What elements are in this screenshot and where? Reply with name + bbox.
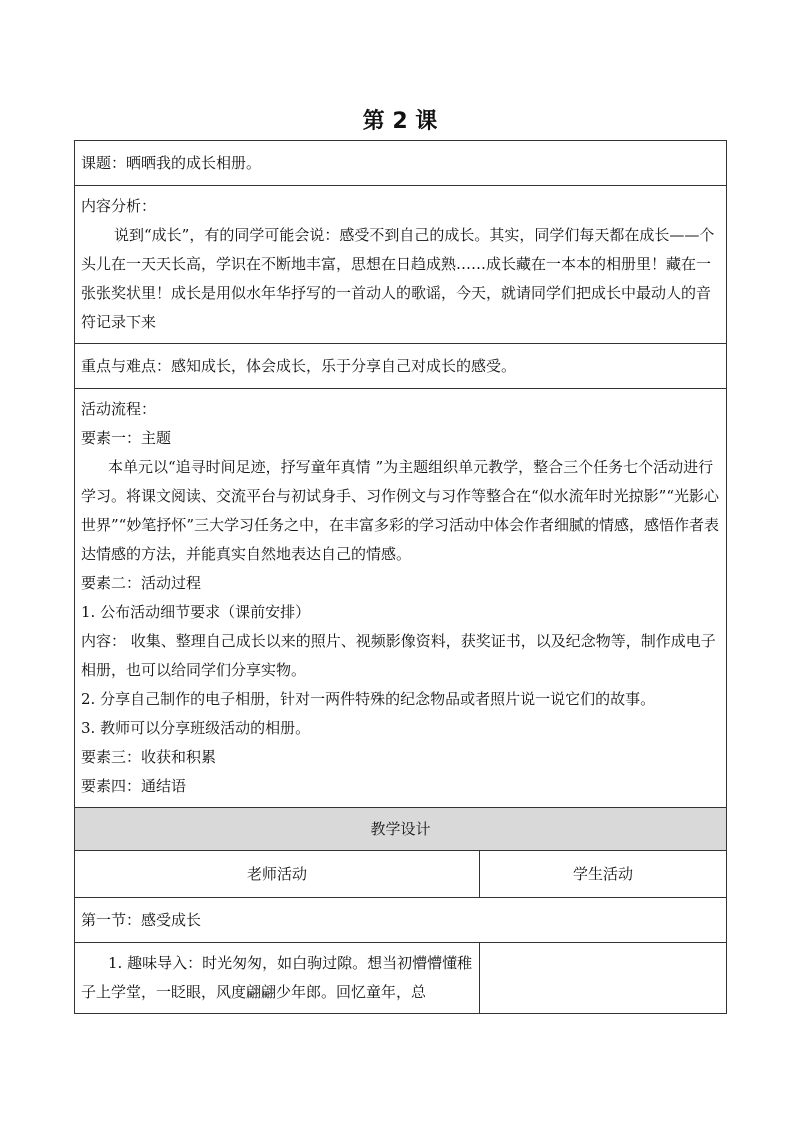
activity-cell — [75, 389, 727, 808]
activity-row — [75, 389, 727, 808]
analysis-text: 说到“成长”，有的同学可能会说：感受不到自己的成长。其实，同学们每天都在成长——个头儿在一天天长高，学识在不断地丰富，思想在日趋成熟……成长藏在一本本的相册里！藏在一张张奖状里！成长是用似水年华抒写的一首动人的歌谣，今天，就请同学们把成长中最动人的音符记录下来 — [81, 226, 715, 331]
section1-cell: 第一节：感受成长 — [75, 898, 727, 943]
lesson-plan-table — [74, 140, 727, 1014]
student-header: 学生活动 — [480, 851, 727, 898]
student-item-cell — [480, 943, 727, 1014]
header-row — [75, 851, 727, 898]
element3-title: 要素三：收获和积累 — [81, 748, 217, 766]
element2-title: 要素二：活动过程 — [81, 574, 202, 592]
teacher-header: 老师活动 — [75, 851, 480, 898]
activity-label: 活动流程： — [81, 400, 157, 418]
section1-row — [75, 898, 727, 943]
key-points-row — [75, 344, 727, 389]
element4-title: 要素四：通结语 — [81, 777, 187, 795]
design-banner: 教学设计 — [75, 808, 727, 851]
teacher-item1: 1. 趣味导入：时光匆匆，如白驹过隙。想当初懵懵懂稚子上学堂，一眨眼，风度翩翩少年郎。回忆童年，总 — [81, 954, 473, 1001]
topic-row — [75, 141, 727, 186]
design-banner-row — [75, 808, 727, 851]
teacher-item-cell — [75, 943, 480, 1014]
activity-item-row — [75, 943, 727, 1014]
key-points-cell: 重点与难点：感知成长，体会成长，乐于分享自己对成长的感受。 — [75, 344, 727, 389]
step3: 3. 教师可以分享班级活动的相册。 — [81, 719, 311, 737]
element1-title: 要素一：主题 — [81, 429, 172, 447]
step1-content: 内容： 收集、整理自己成长以来的照片、视频影像资料，获奖证书，以及纪念物等，制作成电子相册，也可以给同学们分享实物。 — [81, 632, 716, 679]
step2: 2. 分享自己制作的电子相册，针对一两件特殊的纪念物品或者照片说一说它们的故事。 — [81, 690, 656, 708]
analysis-label: 内容分析： — [81, 197, 157, 215]
page-title: 第 2 课 — [362, 109, 438, 134]
analysis-row — [75, 186, 727, 344]
analysis-cell — [75, 186, 727, 344]
element1-text: 本单元以“追寻时间足迹，抒写童年真情 ”为主题组织单元教学，整合三个任务七个活动进行学习。将课文阅读、交流平台与初试身手、习作例文与习作等整合在“似水流年时光掠影”“光影心世界”“妙笔抒怀”三大学习任务之中，在丰富多彩的学习活动中体会作者细腻的情感，感悟作者表达情感的方法，并能真实自然地表达自己的情感。 — [81, 458, 720, 563]
step1: 1. 公布活动细节要求（课前安排） — [81, 603, 311, 621]
topic-cell: 课题：晒晒我的成长相册。 — [75, 141, 727, 186]
